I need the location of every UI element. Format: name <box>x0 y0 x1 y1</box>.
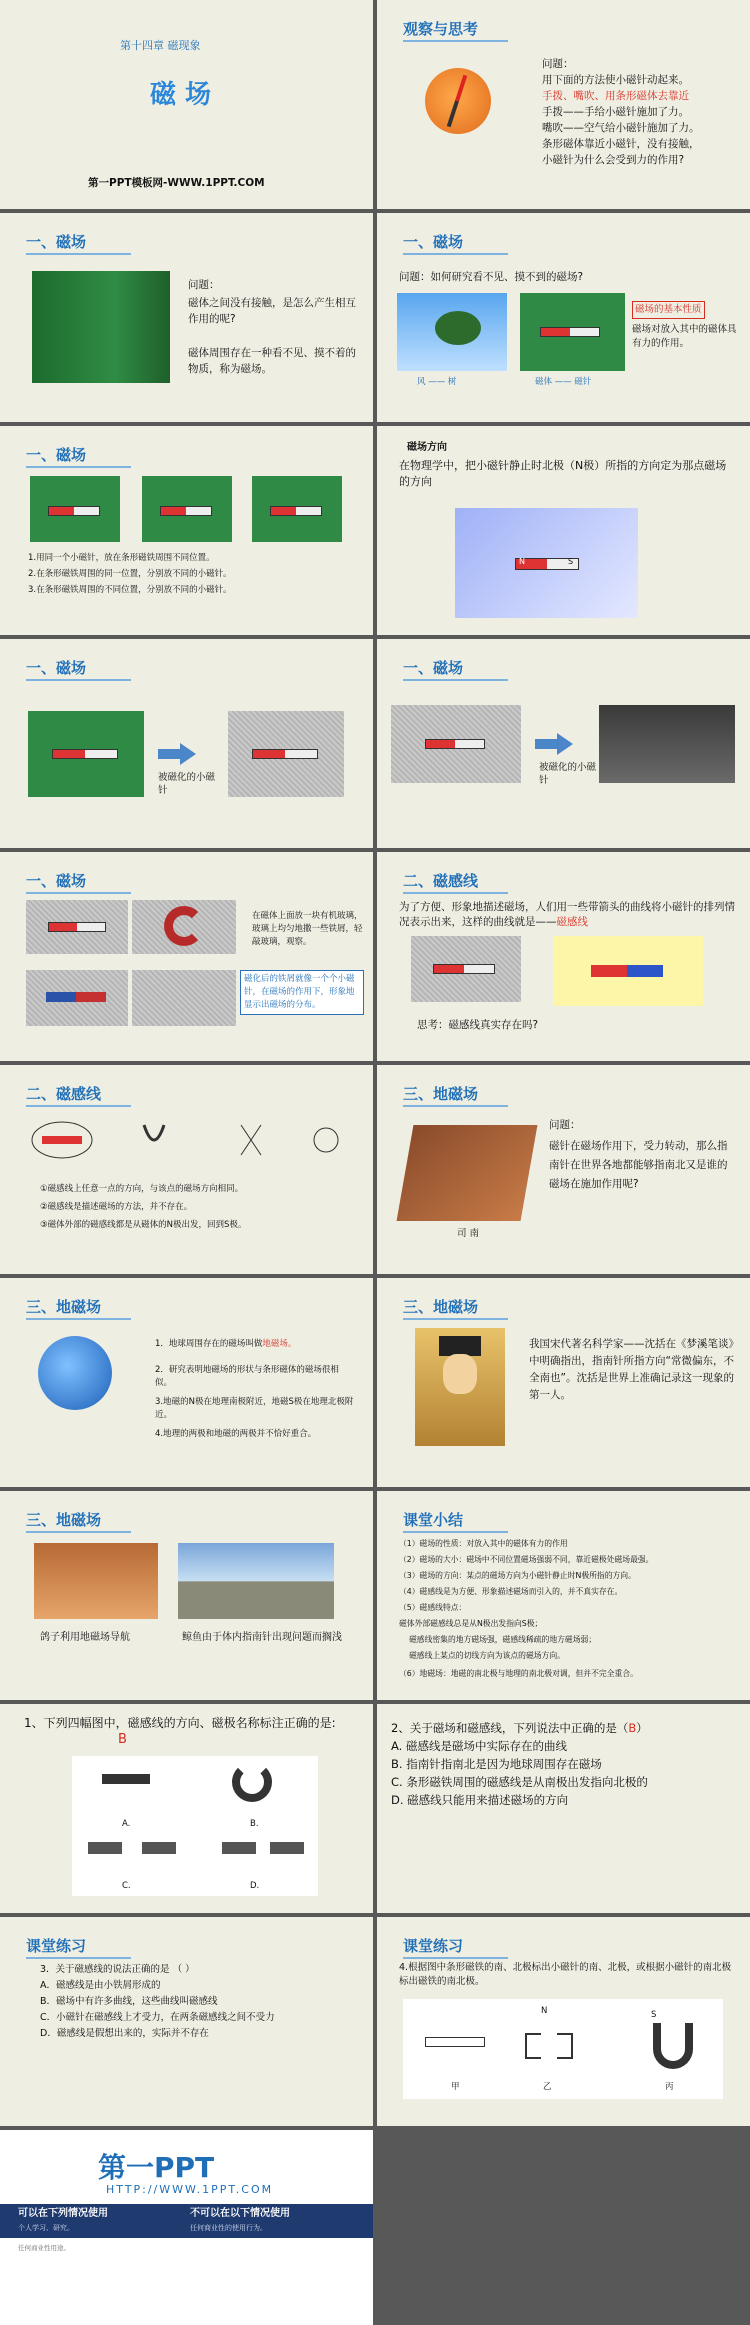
compass-diagram <box>455 508 638 618</box>
magnet-photo <box>520 293 625 371</box>
option-c: C．小磁针在磁感线上才受力，在两条磁感线之间不受力 <box>40 2012 275 2023</box>
slide-field-lines-2 <box>0 1065 373 1274</box>
option-c: C. 条形磁铁周围的磁感线是从南极出发指向北极的 <box>391 1775 648 1789</box>
question-text: 2、关于磁场和磁感线，下列说法中正确的是（ <box>391 1721 629 1735</box>
iron-filings-photo <box>391 705 521 783</box>
text-line: 用下面的方法使小磁针动起来。 <box>542 74 689 86</box>
paragraph-text: 为了方便、形象地描述磁场，人们用一些带箭头的曲线将小磁针的排列情况表示出来，这样的曲线就是—— <box>399 901 735 928</box>
label-bing: 丙 <box>665 2082 674 2092</box>
summary-line: （2）磁场的大小：磁场中不同位置磁场强弱不同，靠近磁极处磁场最强。 <box>399 1555 654 1564</box>
s-pole-label: S <box>568 557 574 566</box>
slide-heading: 三、地磁场 <box>26 1298 102 1316</box>
paragraph <box>399 900 735 930</box>
slide-heading: 一、磁场 <box>26 659 87 677</box>
text-line-text: 1．地球周围存在的磁场叫做 <box>155 1339 263 1349</box>
question-end: ） <box>636 1721 648 1735</box>
highlight-term: 磁感线 <box>556 916 588 928</box>
slide-field-1 <box>0 213 373 422</box>
slide-field-4 <box>0 639 373 848</box>
slide-brand <box>0 2130 373 2325</box>
label-jia: 甲 <box>451 2082 460 2092</box>
arrow <box>535 739 557 749</box>
pigeon-photo <box>34 1543 158 1619</box>
caption: 被磁化的小磁针 <box>539 762 597 786</box>
slide-heading: 二、磁感线 <box>403 872 479 890</box>
slide-field-2 <box>377 213 750 422</box>
slide-heading: 二、磁感线 <box>26 1085 102 1103</box>
option-b: B．磁场中有许多曲线，这些曲线叫磁感线 <box>40 1996 218 2007</box>
brand-logo: 第一PPT <box>98 2151 215 2184</box>
lab-photo <box>32 271 170 383</box>
text-line: 4.地理的两极和地磁的两极并不恰好重合。 <box>155 1429 317 1439</box>
paragraph: 在磁体上面放一块有机玻璃，玻璃上均匀地撒一些铁屑，轻敲玻璃，观察。 <box>252 911 363 947</box>
paragraph: 在物理学中，把小磁针静止时北极（N极）所指的方向定为那点磁场的方向 <box>399 459 727 488</box>
text-line: 3.地磁的N极在地理南极附近，地磁S极在地理北极附近。 <box>155 1397 354 1420</box>
iron-filings-photo <box>411 936 521 1002</box>
magnetized-photo <box>228 711 344 797</box>
paragraph: 磁场对放入其中的磁体具有力的作用。 <box>632 324 737 349</box>
property-box: 磁场的基本性质 <box>632 301 705 319</box>
slide-title-text: 磁 场 <box>150 80 212 110</box>
slide-heading: 三、地磁场 <box>26 1511 102 1529</box>
question-text: 3．关于磁感线的说法正确的是 （ ） <box>40 1964 195 1975</box>
option-c-label: C. <box>122 1881 131 1891</box>
slide-geomagnetic-1 <box>377 1065 750 1274</box>
slide-field-lines-1 <box>377 852 750 1061</box>
summary-line: 磁感线密集的地方磁场强，磁感线稀疏的地方磁场弱； <box>409 1635 597 1644</box>
shen-kuo-portrait <box>415 1328 505 1446</box>
option-d: D. 磁感线只能用来描述磁场的方向 <box>391 1793 569 1807</box>
slide-field-5 <box>377 639 750 848</box>
horseshoe-photo <box>132 900 236 954</box>
option-a-label: A. <box>122 1819 131 1829</box>
slide-field-6 <box>0 852 373 1061</box>
summary-line: （1）磁场的性质：对放入其中的磁体有力的作用 <box>399 1539 568 1548</box>
arrow <box>158 749 180 759</box>
s-label: S <box>651 2010 657 2020</box>
caption: 鸽子利用地磁场导航 <box>40 1632 130 1643</box>
slide-heading: 三、地磁场 <box>403 1085 479 1103</box>
slide-geomagnetic-2 <box>0 1278 373 1487</box>
question-line <box>391 1720 648 1736</box>
arrow-head <box>180 743 196 765</box>
answer: B <box>628 1721 637 1735</box>
summary-line: （6）地磁场：地磁的南北极与地理的南北极对调，但并不完全重合。 <box>399 1669 638 1678</box>
slide-heading: 课堂练习 <box>26 1937 87 1955</box>
paragraph: 磁体之间没有接触，是怎么产生相互作用的呢? <box>188 297 356 325</box>
n-label: N <box>541 2006 548 2016</box>
subtitle: 磁场方向 <box>407 442 447 453</box>
slide-heading: 观察与思考 <box>403 20 479 38</box>
summary-line: 磁感线上某点的切线方向为该点的磁场方向。 <box>409 1651 565 1660</box>
question-text: 1、下列四幅图中，磁感线的方向、磁极名称标注正确的是: <box>24 1716 336 1730</box>
think-question: 思考：磁感线真实存在吗? <box>417 1019 539 1031</box>
slide-heading: 课堂练习 <box>403 1937 464 1955</box>
slide-observe <box>377 0 750 209</box>
paragraph: 磁体周围存在一种看不见、摸不着的物质，称为磁场。 <box>188 347 356 375</box>
summary-line: （4）磁感线是为方便、形象描述磁场而引入的，并不真实存在。 <box>399 1587 623 1596</box>
text-line: 2．研究表明地磁场的形状与条形磁体的磁场很相似。 <box>155 1365 339 1388</box>
slide-exercise-4 <box>377 1917 750 2126</box>
caption: 被磁化的小磁针 <box>158 772 216 796</box>
slide-exercise-3 <box>0 1917 373 2126</box>
paragraph: 我国宋代著名科学家——沈括在《梦溪笔谈》中明确指出，指南针所指方向“常微偏东，不全南也”。沈括是世界上准确记录这一现象的第一人。 <box>529 1338 734 1401</box>
slide-heading: 一、磁场 <box>403 659 464 677</box>
experiment-photo <box>142 476 232 542</box>
option-a: A. 磁感线是磁场中实际存在的曲线 <box>391 1739 567 1753</box>
option-d: D．磁感线是假想出来的，实际并不存在 <box>40 2028 209 2039</box>
caption: 司 南 <box>457 1228 480 1239</box>
allowed-text-2: 任何商业性用途。 <box>18 2244 70 2252</box>
caption: 磁体 —— 磁针 <box>535 377 592 387</box>
slide-geomagnetic-4 <box>0 1491 373 1700</box>
exercise-diagram <box>72 1756 318 1896</box>
caption: 鲸鱼由于体内指南针出现问题而搁浅 <box>182 1632 342 1643</box>
question-label: 问题： <box>188 279 220 291</box>
forbidden-heading: 不可以在以下情况使用 <box>190 2208 290 2219</box>
question-label: 问题： <box>549 1119 581 1131</box>
whale-photo <box>178 1543 334 1619</box>
iron-filings-photo <box>132 970 236 1026</box>
text-line: ②磁感线是描述磁场的方法，并不存在。 <box>40 1202 193 1212</box>
arrow-head <box>557 733 573 755</box>
text-line: 条形磁体靠近小磁针，没有接触， <box>542 138 700 150</box>
question-label: 问题：如何研究看不见、摸不到的磁场? <box>399 271 584 283</box>
experiment-photo <box>28 711 144 797</box>
note-box: 磁化后的铁屑就像一个个小磁针，在磁场的作用下，形象地显示出磁场的分布。 <box>240 970 364 1015</box>
tree-photo <box>397 293 507 371</box>
text-line: ①磁感线上任意一点的方向，与该点的磁场方向相同。 <box>40 1184 244 1194</box>
text-line: ③磁体外部的磁感线都是从磁体的N极出发，回到S极。 <box>40 1220 247 1230</box>
slide-heading: 三、地磁场 <box>403 1298 479 1316</box>
caption: 风 —— 树 <box>417 377 457 387</box>
question-label: 问题： <box>542 58 574 70</box>
slide-heading: 一、磁场 <box>26 233 87 251</box>
sinan-photo <box>397 1125 538 1221</box>
option-b-label: B. <box>250 1819 259 1829</box>
text-line: 1.用同一个小磁针，放在条形磁铁周围不同位置。 <box>28 553 215 563</box>
glass-plate-photo <box>599 705 735 783</box>
slide-heading: 一、磁场 <box>26 446 87 464</box>
slide-field-3 <box>0 426 373 635</box>
slide-heading: 一、磁场 <box>26 872 87 890</box>
allowed-text: 个人学习、研究。 <box>18 2224 74 2232</box>
experiment-photo <box>30 476 120 542</box>
summary-line: （5）磁感线特点： <box>399 1603 467 1612</box>
allowed-heading: 可以在下列情况使用 <box>18 2208 108 2219</box>
slide-exercise-2 <box>377 1704 750 1913</box>
highlight-term: 地磁场。 <box>262 1339 297 1349</box>
n-pole-label: N <box>519 557 525 566</box>
iron-filings-photo <box>26 900 128 954</box>
option-a: A．磁感线是由小铁屑形成的 <box>40 1980 161 1991</box>
iron-filings-photo <box>26 970 128 1026</box>
field-lines-diagram <box>553 936 703 1006</box>
label-yi: 乙 <box>543 2082 552 2092</box>
text-line-red: 手拨、嘴吹、用条形磁体去靠近 <box>542 90 689 102</box>
slide-heading: 一、磁场 <box>403 233 464 251</box>
summary-line: 磁体外部磁感线总是从N极出发指向S极； <box>399 1619 543 1628</box>
option-b: B. 指南针指南北是因为地球周围存在磁场 <box>391 1757 602 1771</box>
slide-summary <box>377 1491 750 1700</box>
slide-heading: 课堂小结 <box>403 1511 464 1529</box>
text-line: 嘴吹——空气给小磁针施加了力。 <box>542 122 700 134</box>
forbidden-text: 任何商业性的使用行为。 <box>190 2224 267 2232</box>
text-line: 3.在条形磁铁周围的不同位置，分别放不同的小磁针。 <box>28 585 232 595</box>
summary-line: （3）磁场的方向：某点的磁场方向为小磁针静止时N极所指的方向。 <box>399 1571 636 1580</box>
compass-photo <box>425 68 491 134</box>
text-line: 2.在条形磁铁周围的同一位置，分别放不同的小磁针。 <box>28 569 232 579</box>
text-line: 手拨——手给小磁针施加了力。 <box>542 106 689 118</box>
answer: B <box>118 1732 127 1747</box>
experiment-photo <box>252 476 342 542</box>
chapter-label: 第十四章 磁现象 <box>120 39 201 52</box>
empty-panel <box>377 2130 750 2325</box>
paragraph: 磁针在磁场作用下，受力转动，那么指南针在世界各地都能够指南北又是谁的磁场在施加作用呢? <box>549 1140 728 1190</box>
option-d-label: D. <box>250 1881 260 1891</box>
license-bar <box>0 2204 373 2238</box>
brand-url: HTTP://WWW.1PPT.COM <box>106 2183 274 2196</box>
text-line: 小磁针为什么会受到力的作用? <box>542 154 685 166</box>
text-line <box>155 1338 296 1351</box>
slide-title <box>0 0 373 209</box>
earth-diagram <box>38 1336 112 1410</box>
exercise-diagram <box>403 1999 723 2099</box>
question-text: 4.根据图中条形磁铁的南、北极标出小磁针的南、北极，或根据小磁针的南北极标出磁铁的南北极。 <box>399 1962 732 1987</box>
site-label: 第一PPT模板网-WWW.1PPT.COM <box>88 177 265 189</box>
slide-field-direction <box>377 426 750 635</box>
slide-exercise-1 <box>0 1704 373 1913</box>
field-lines-sketches <box>26 1115 346 1165</box>
slide-geomagnetic-3 <box>377 1278 750 1487</box>
